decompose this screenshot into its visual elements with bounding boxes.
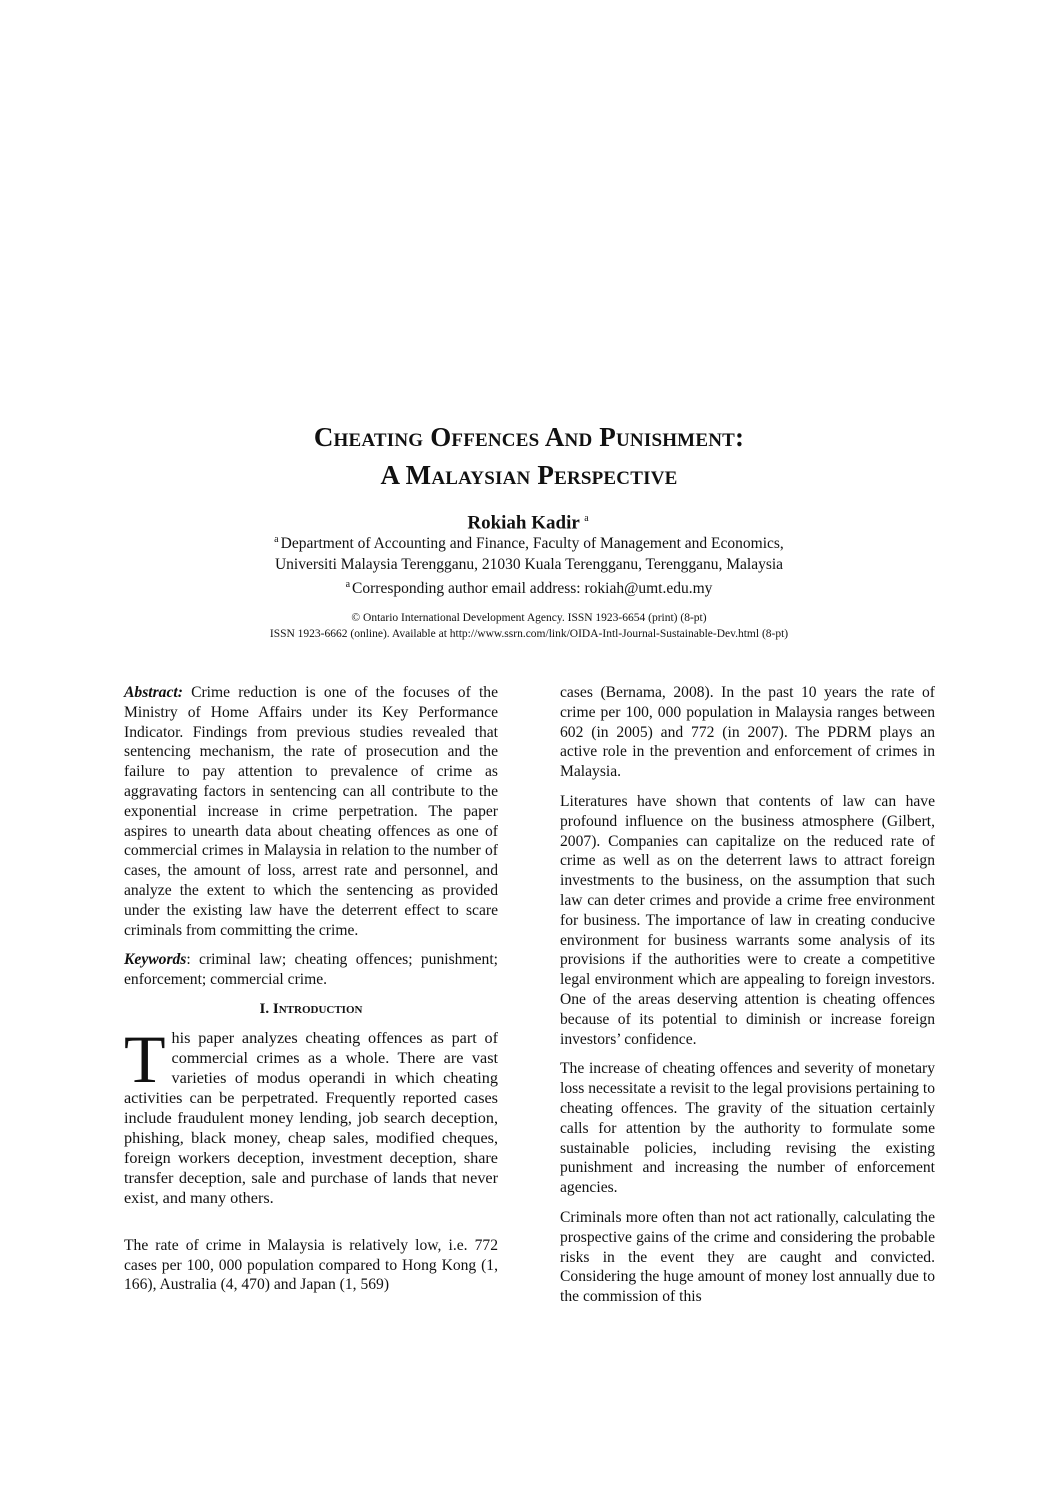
author-name: Rokiah Kadir	[467, 512, 580, 534]
affiliation	[0, 530, 1058, 600]
paragraph: Criminals more often than not act rationally, calculating the prospective gains of the crime and considering the probable risks in the event they are caught and convicted. Considering the huge amount of money lost annually due to the commission of this	[560, 1208, 935, 1306]
affiliation-line-2: Universiti Malaysia Terengganu, 21030 Kuala Terengganu, Terengganu, Malaysia	[274, 555, 784, 573]
left-column	[124, 683, 498, 1305]
abstract	[124, 683, 498, 940]
keywords-label: Keywords	[124, 951, 187, 969]
drop-cap: T	[124, 1020, 166, 1097]
copyright-line-2: ISSN 1923-6662 (online). Available at http://www.ssrn.com/link/OIDA-Intl-Journal-Sustainable-Dev.html (8-pt)	[269, 628, 789, 640]
affiliation-line-1: $^a$ Department of Accounting and Finance, Faculty of Management and Economics,	[274, 534, 784, 553]
paragraph: The increase of cheating offences and severity of monetary loss necessitate a revisit to the legal provisions pertaining to cheating offences. The gravity of the situation certainly calls for attention by the authority to formulate some sustainable policies, including revising the existing punishment and increasing the number of enforcement agencies.	[560, 1060, 935, 1197]
copyright-line-1: © Ontario International Development Agency. ISSN 1923-6654 (print) (8-pt)	[351, 612, 707, 624]
abstract-text: Crime reduction is one of the focuses of the Ministry of Home Affairs under its Key Performance Indicator. Findings from previous studies revealed that sentencing mechanism, the rate of prosecution and the failure to pay attention to prevalence of crime as aggravating factors in sentencing can all contribute to the exponential increase in crime perpetration. The paper aspires to unearth data about cheating offences as one of commercial crimes in Malaysia in relation to the number of cases, the amount of loss, arrest rate and personnel, and analyze the extent to which the sentencing as provided under the existing law have the deterrent effect to scare criminals from committing the crime.	[124, 684, 498, 939]
intro-paragraph: This paper analyzes cheating offences as part of commercial crimes as a whole. There are vast varieties of modus operandi in which cheating activities can be perpetrated. Frequently reported cases include fraudulent money lending, job search deception, phishing, black money, cheap sales, modified cheques, foreign workers deception, investment deception, share transfer deception, sale and purchase of lands that never exist, and many others.	[124, 1020, 498, 1207]
abstract-label: Abstract:	[124, 684, 183, 701]
title-line-2: A Malaysian Perspective	[380, 460, 678, 490]
paragraph: cases (Bernama, 2008). In the past 10 years the rate of crime per 100, 000 population in Malaysia ranges between 602 (in 2005) and 772 (in 2007). The PDRM plays an active role in the prevention and enforcement of crimes in Malaysia.	[560, 684, 935, 781]
author-marker: a	[584, 513, 589, 524]
paragraph: Literatures have shown that contents of law can have profound influence on the business atmosphere (Gilbert, 2007). Companies can capitalize on the reduced rate of crime as well as on the deterrent laws to attract foreign investments to the business, on the assumption that such law can deter crimes and provide a crime free environment for business. The importance of law in creating conducive environment for business warrants some analysis of its provisions if the authorities were to create a competitive legal environment which are appealing to foreign investors. One of the areas deserving attention is cheating offences because of its potential to diminish or increase foreign investors’ confidence.	[560, 792, 935, 1048]
copyright-notice	[0, 610, 1058, 642]
corresponding-email: $^a$ Corresponding author email address: rokiah@umt.edu.my	[345, 579, 713, 598]
section-heading-introduction: I. Introduction	[259, 1000, 363, 1017]
right-column	[560, 683, 935, 1317]
title-line-1: Cheating Offences And Punishment:	[313, 422, 745, 452]
keywords	[124, 950, 498, 990]
paper-title	[0, 418, 1058, 494]
crime-rate-paragraph: The rate of crime in Malaysia is relatively low, i.e. 772 cases per 100, 000 population compared to Hong Kong (1, 166), Australia (4, 470) and Japan (1, 569)	[124, 1236, 498, 1294]
keywords-text: : criminal law; cheating offences; punishment; enforcement; commercial crime.	[124, 951, 498, 989]
